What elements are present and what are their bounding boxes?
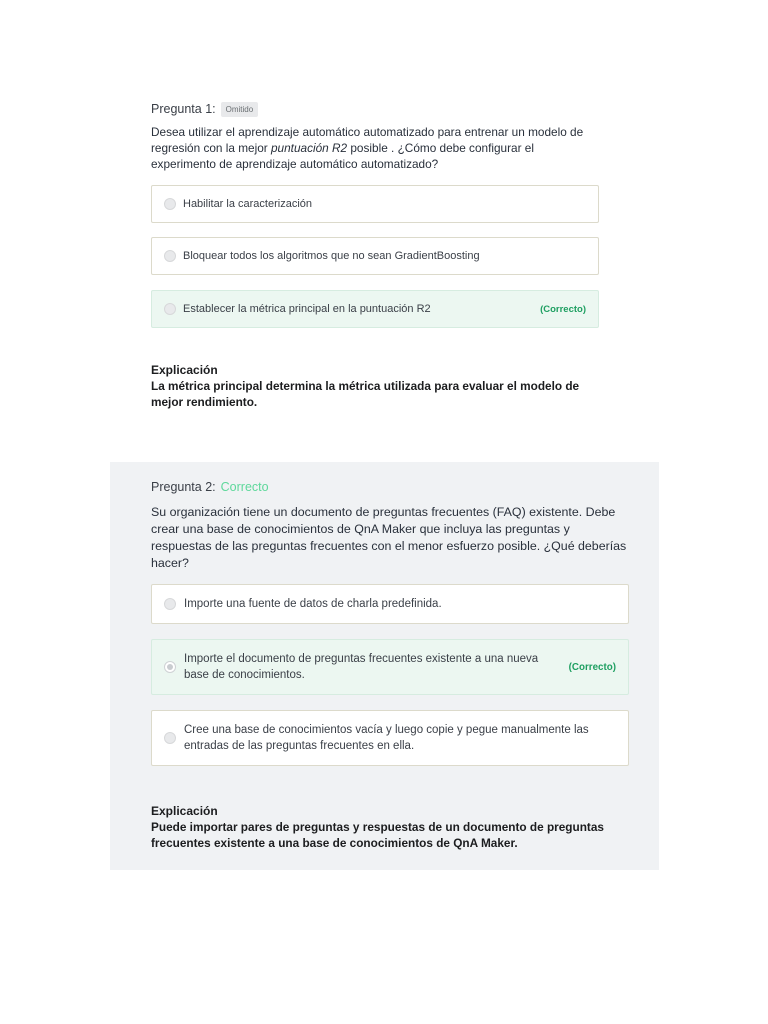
question-1-label: Pregunta 1: — [151, 102, 216, 116]
radio-button[interactable] — [164, 250, 176, 262]
question-1-header — [151, 100, 601, 118]
question-1-option-2[interactable] — [151, 237, 599, 275]
question-1-explanation — [151, 363, 601, 410]
question-2-option-2[interactable] — [151, 639, 629, 695]
question-2-header — [151, 478, 631, 496]
question-2-explanation — [151, 804, 631, 851]
radio-button[interactable] — [164, 303, 176, 315]
explanation-text: La métrica principal determina la métrica utilizada para evaluar el modelo de mejor rendimiento. — [151, 379, 580, 409]
explanation-title: Explicación — [151, 804, 218, 818]
option-label: Importe el documento de preguntas frecuentes existente a una nueva base de conocimientos. — [184, 653, 539, 681]
radio-button[interactable] — [164, 198, 176, 210]
option-label: Habilitar la caracterización — [183, 198, 312, 210]
explanation-title: Explicación — [151, 363, 218, 377]
question-2-option-1[interactable] — [151, 584, 629, 624]
radio-button-selected[interactable] — [164, 661, 176, 673]
question-2-label: Pregunta 2: — [151, 480, 216, 494]
option-label: Cree una base de conocimientos vacía y luego copie y pegue manualmente las entradas de las preguntas frecuentes en ella. — [184, 724, 589, 752]
question-2-text: Su organización tiene un documento de preguntas frecuentes (FAQ) existente. Debe crear una base de conocimientos de QnA Maker que incluya las preguntas y respuestas de las preguntas frecuentes con el menor esfuerzo posible. ¿Qué deberías hacer? — [151, 505, 627, 570]
explanation-text: Puede importar pares de preguntas y respuestas de un documento de preguntas frecuentes existente a una base de conocimientos de QnA Maker. — [151, 820, 604, 850]
option-label: Importe una fuente de datos de charla predefinida. — [184, 598, 442, 610]
option-label: Bloquear todos los algoritmos que no sean GradientBoosting — [183, 250, 480, 262]
question-2-option-3[interactable] — [151, 710, 629, 766]
question-1-text-part2: posible . ¿Cómo debe configurar el experimento de aprendizaje automático automatizado? — [151, 141, 534, 171]
skipped-badge: Omitido — [221, 102, 259, 117]
correct-status: Correcto — [220, 480, 269, 494]
option-label: Establecer la métrica principal en la puntuación R2 — [183, 303, 431, 315]
question-2-panel — [110, 462, 659, 870]
correct-tag: (Correcto) — [568, 661, 616, 673]
radio-button[interactable] — [164, 598, 176, 610]
question-1-option-1[interactable] — [151, 185, 599, 223]
radio-button[interactable] — [164, 732, 176, 744]
question-2 — [151, 478, 631, 850]
question-1-text-part1: Desea utilizar el aprendizaje automático automatizado para entrenar un modelo de regresión con la mejor — [151, 125, 584, 155]
question-1-option-3[interactable] — [151, 290, 599, 328]
question-1-text-emphasis: puntuación R2 — [271, 141, 348, 155]
correct-tag: (Correcto) — [540, 303, 586, 315]
question-1 — [151, 100, 601, 409]
question-1-text — [151, 124, 601, 172]
